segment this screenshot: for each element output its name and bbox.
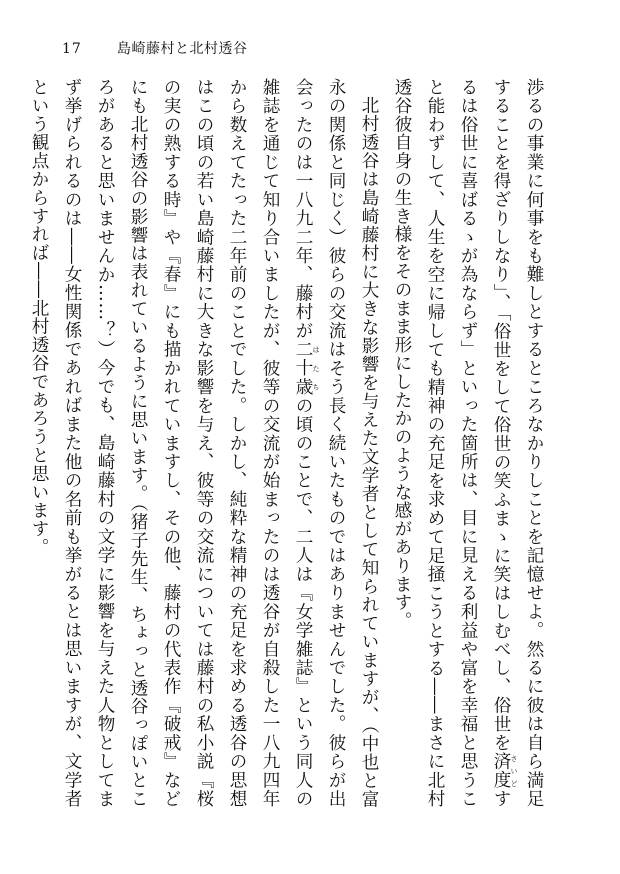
paragraph-2-text-a: 北村透谷は島崎藤村に大きな影響を与えた文学者として知られていますが、（中也と富永の関係と同じく）彼らの交流はそう長く続いたものではありませんでした。彼らが出会ったのは一八九二年、藤村が (293, 78, 379, 808)
paragraph-1 (385, 78, 550, 808)
ruby-saido-reading: さいど (510, 752, 518, 790)
page-number: 17 (62, 41, 82, 57)
running-title: 島崎藤村と北村透谷 (117, 41, 248, 57)
paragraph-2 (22, 78, 385, 808)
ruby-saido (491, 752, 518, 790)
ruby-hatachi (293, 340, 320, 397)
paragraph-2-text-b: の頃のことで、二人は『女学雑誌』という同人の雑誌を通じて知り合いましたが、彼等の交流が始まったのは透谷が自殺した一八九四年から数えてたった二年前のことでした。しかし、純粋な精神の充足を求める透谷の思想はこの頃の若い島崎藤村に大きな影響を与え、彼等の交流については藤村の私小説『桜の実の熟する時』や『春』にも描かれていますし、その他、藤村の代表作『破戒』などにも北村透谷の影響は表れているように思います。（猪子先生、ちょっと透谷っぽいところがあると思いませんか……？）今でも、島崎藤村の文学に影響を与えた人物としてまず挙げられるのは――女性関係であればまた他の名前も挙がるとは思いますが、文学者という観点からすれば――北村透谷であろうと思います。 (29, 78, 313, 808)
paragraph-1-text-b: するは俗世に喜ばるゝが為ならず」といった箇所は、目に見える利益や富を幸福と思うこと能わずして、人生を空に帰しても精神の充足を求めて足掻こうとする――まさに北村透谷彼自身の生き様をそのまま形にしたかのような感があります。 (392, 78, 511, 808)
ruby-hatachi-reading: はたち (312, 340, 320, 397)
page-header (62, 37, 580, 61)
ruby-saido-base: 済度 (491, 752, 511, 790)
ruby-hatachi-base: 二十歳 (293, 340, 313, 397)
vertical-body-text (29, 78, 550, 808)
paragraph-1-text-a: 渉るの事業に何事をも難しとするところなかりしことを記憶せよ。然るに彼は自ら満足することを得ざりしなり」、「俗世をして俗世の笑ふまゝに笑はしむべし、俗世を (491, 78, 544, 808)
